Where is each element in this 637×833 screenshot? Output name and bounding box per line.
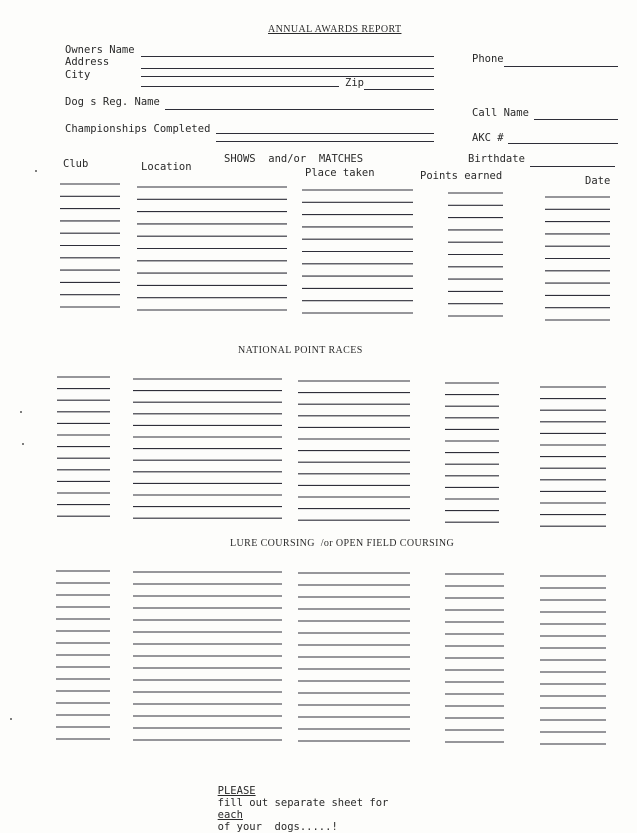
address-label: Address xyxy=(65,56,110,68)
col-club: Club xyxy=(63,158,89,170)
akc-label: AKC # xyxy=(472,132,504,144)
footer-text-b: of your dogs.....! xyxy=(217,821,338,833)
zip-label: Zip xyxy=(345,77,364,89)
phone-label: Phone xyxy=(472,53,504,65)
city-label: City xyxy=(65,69,91,81)
footer-please: PLEASE xyxy=(217,785,256,797)
col-points-earned: Points earned xyxy=(420,170,503,182)
footer-each: each xyxy=(217,809,243,821)
championships-label: Championships Completed xyxy=(65,123,211,135)
col-place-taken: Place taken xyxy=(305,167,375,179)
col-location: Location xyxy=(141,161,192,173)
birthdate-label: Birthdate xyxy=(468,153,525,165)
owners-name-label: Owners Name xyxy=(65,44,135,56)
scan-speck xyxy=(10,718,12,720)
call-name-label: Call Name xyxy=(472,107,529,119)
shows-matches-heading: SHOWS and/or MATCHES xyxy=(224,153,364,165)
national-point-races-heading: NATIONAL POINT RACES xyxy=(238,345,363,356)
footer-text-a: fill out separate sheet for xyxy=(217,797,389,809)
scan-speck xyxy=(35,170,37,172)
col-date: Date xyxy=(585,175,611,187)
page-title: ANNUAL AWARDS REPORT xyxy=(268,24,402,35)
scan-speck xyxy=(22,443,24,445)
lure-coursing-heading: LURE COURSING /or OPEN FIELD COURSING xyxy=(230,538,455,549)
dogs-reg-name-label: Dog s Reg. Name xyxy=(65,96,160,108)
footer-note xyxy=(205,773,388,833)
scan-speck xyxy=(20,411,22,413)
